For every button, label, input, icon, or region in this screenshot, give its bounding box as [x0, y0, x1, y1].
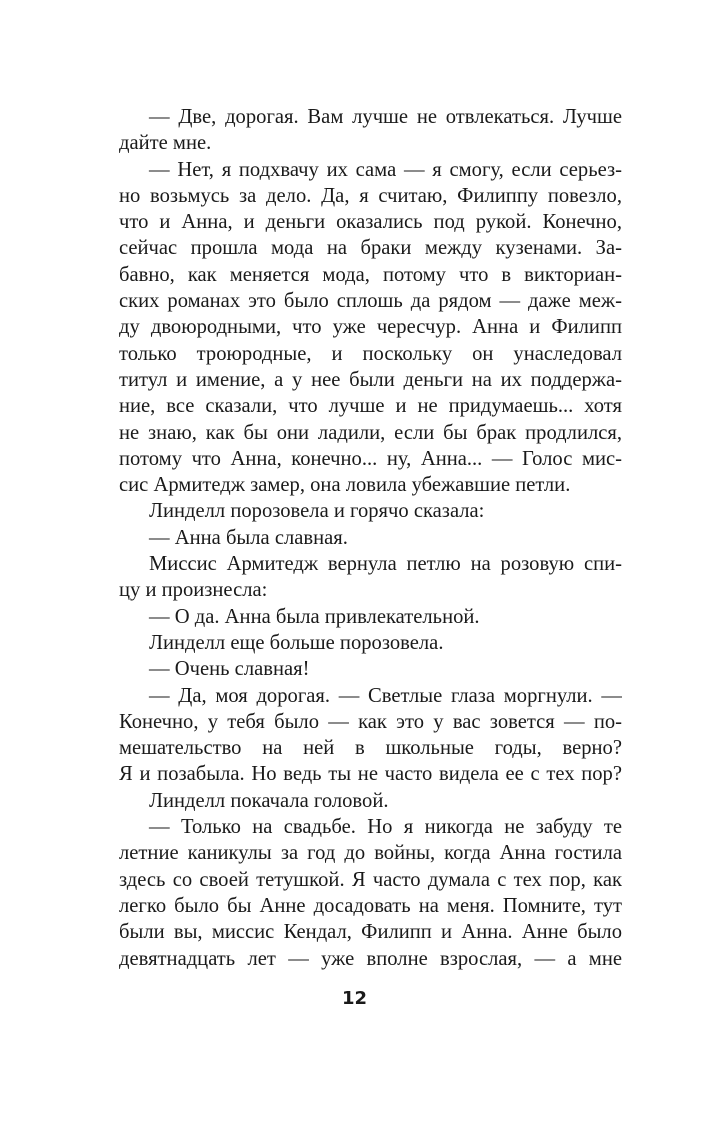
text-line: Миссис Армитедж вернула петлю на розовую спи- — [149, 553, 622, 576]
text-line: потому что Анна, конечно... ну, Анна... — Голос мис- — [119, 447, 622, 470]
text-line: девятнадцать лет — уже вполне взрослая, — а мне — [119, 947, 622, 970]
text-line: ду двоюродными, что уже чересчур. Анна и Филипп — [119, 316, 622, 339]
text-line: что и Анна, и деньги оказались под рукой. Конечно, — [119, 211, 622, 234]
body-text — [119, 104, 622, 972]
text-line: только троюродные, и поскольку он унаследовал — [119, 342, 622, 365]
text-line: титул и имение, а у нее были деньги на их поддержа- — [119, 368, 622, 391]
text-line: ских романах это было сплошь да рядом — даже меж- — [119, 290, 622, 313]
text-line: — Очень славная! — [149, 658, 310, 681]
text-line: — Только на свадьбе. Но я никогда не забуду те — [149, 816, 622, 839]
text-line: цу и произнесла: — [119, 579, 268, 602]
text-line: Линделл еще больше порозовела. — [149, 631, 444, 654]
text-line: легко было бы Анне досадовать на меня. Помните, тут — [119, 894, 622, 917]
text-line: ние, все сказали, что лучше и не придумаешь... хотя — [119, 395, 622, 418]
text-line: Я и позабыла. Но ведь ты не часто видела ее с тех пор? — [119, 763, 622, 786]
text-line: Линделл покачала головой. — [149, 789, 389, 812]
text-line: — О да. Анна была привлекательной. — [149, 605, 480, 628]
text-line: сис Армитедж замер, она ловила убежавшие петли. — [119, 474, 571, 497]
text-line: мешательство на ней в школьные годы, верно? — [119, 737, 622, 760]
text-line: Линделл порозовела и горячо сказала: — [149, 500, 485, 523]
text-line: Конечно, у тебя было — как это у вас зовется — по- — [119, 710, 622, 733]
text-line: не знаю, как бы они ладили, если бы брак продлился, — [119, 421, 622, 444]
text-line: — Две, дорогая. Вам лучше не отвлекаться. Лучше — [149, 106, 622, 128]
page-number: 12 — [341, 988, 368, 1009]
text-line: — Да, моя дорогая. — Светлые глаза моргнули. — — [149, 684, 622, 707]
text-line: дайте мне. — [119, 132, 212, 155]
text-line: были вы, миссис Кендал, Филипп и Анна. Анне было — [119, 921, 622, 944]
text-line: но возьмусь за дело. Да, я считаю, Филиппу повезло, — [119, 184, 622, 207]
text-line: — Нет, я подхвачу их сама — я смогу, если серьез- — [149, 158, 622, 181]
text-line: летние каникулы за год до войны, когда Анна гостила — [119, 842, 622, 865]
text-line: бавно, как меняется мода, потому что в викториан- — [119, 263, 622, 286]
text-line: — Анна была славная. — [149, 526, 348, 549]
text-line: здесь со своей тетушкой. Я часто думала с тех пор, как — [119, 868, 622, 891]
text-line: сейчас прошла мода на браки между кузенами. За- — [119, 237, 622, 260]
